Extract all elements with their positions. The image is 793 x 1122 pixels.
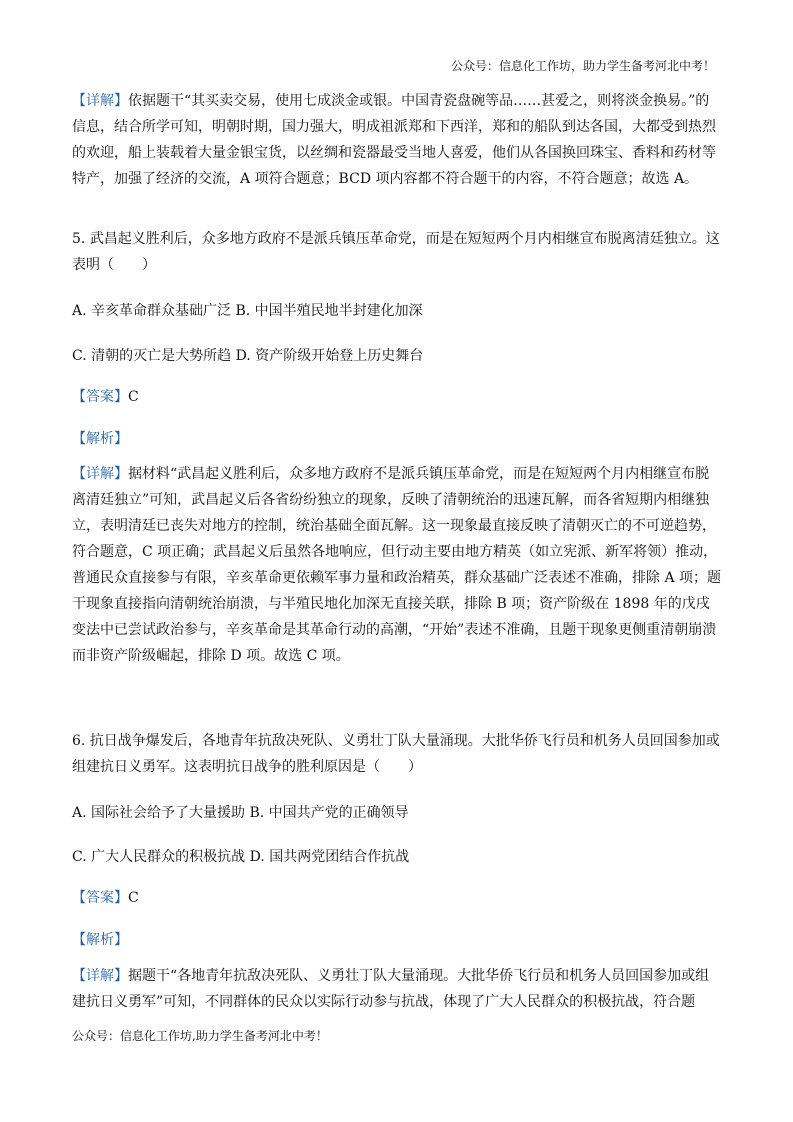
detail-text: 据材料“武昌起义胜利后，众多地方政府不是派兵镇压革命党，而是在短短两个月内相继宣布脱离清廷独立”可知，武昌起义后各省纷纷独立的现象，反映了清朝统治的迅速瓦解，而各省短期内相继独立，表明清廷已丧失对地方的控制，统治基础全面瓦解。这一现象最直接反映了清朝灭亡的不可逆趋势，符合题意，C 项正确；武昌起义后虽然各地响应，但行动主要由地方精英（如立宪派、新军将领）推动，普通民众直接参与有限，辛亥革命更依赖军事力量和政治精英，群众基础广泛表述不准确，排除 A 项；题干现象直接指向清朝统治崩溃，与半殖民地化加深无直接关联，排除 B 项；资产阶级在 1898 年的戊戌变法中已尝试政治参与，辛亥革命是其革命行动的高潮，“开始”表述不准确，且题干现象更侧重清朝崩溃而非资产阶级崛起，排除 D 项。故选 C 项。 xyxy=(72,466,722,664)
detail-tag: 【详解】 xyxy=(72,93,128,109)
q4-detail xyxy=(72,88,722,192)
q5-options-row2: C. 清朝的灭亡是大势所趋 D. 资产阶级开始登上历史舞台 xyxy=(72,348,424,364)
q6-options-row2: C. 广大人民群众的积极抗战 D. 国共两党团结合作抗战 xyxy=(72,849,410,865)
q6-options-row1: A. 国际社会给予了大量援助 B. 中国共产党的正确领导 xyxy=(72,805,409,821)
answer-tag: 【答案】 xyxy=(72,389,128,405)
q6-answer xyxy=(72,888,722,908)
answer-value: C xyxy=(128,389,139,405)
detail-text: 据题干“各地青年抗敌决死队、义勇壮丁队大量涌现。大批华侨飞行员和机务人员回国参加或组建抗日义勇军”可知，不同群体的民众以实际行动参与抗战，体现了广大人民群众的积极抗战，符合题 xyxy=(72,968,710,1010)
q5-stem: 5. 武昌起义胜利后，众多地方政府不是派兵镇压革命党，而是在短短两个月内相继宣布脱离清廷独立。这表明（ ） xyxy=(72,231,720,273)
detail-tag: 【详解】 xyxy=(72,466,128,482)
header-note: 公众号：信息化工作坊，助力学生备考河北中考！ xyxy=(450,59,715,73)
q5-detail xyxy=(72,461,722,669)
q6-stem: 6. 抗日战争爆发后，各地青年抗敌决死队、义勇壮丁队大量涌现。大批华侨飞行员和机务人员回国参加或组建抗日义勇军。这表明抗日战争的胜利原因是（ ） xyxy=(72,733,720,775)
analysis-tag: 【解析】 xyxy=(72,932,128,948)
answer-value: C xyxy=(128,890,139,906)
q6-detail xyxy=(72,963,722,1015)
analysis-tag: 【解析】 xyxy=(72,431,128,447)
detail-text: 依据题干“其买卖交易，使用七成淡金或银。中国青瓷盘碗等品……甚爱之，则将淡金换易。”的信息，结合所学可知，明朝时期，国力强大，明成祖派郑和下西洋，郑和的船队到达各国，大都受到热烈的欢迎，船上装载着大量金银宝货，以丝绸和瓷器最受当地人喜爱，他们从各国换回珠宝、香料和药材等特产，加强了经济的交流，A 项符合题意；BCD 项内容都不符合题干的内容，不符合题意；故选 A。 xyxy=(72,93,716,187)
q5-answer xyxy=(72,387,722,407)
detail-tag: 【详解】 xyxy=(72,968,128,984)
q5-options-row1: A. 辛亥革命群众基础广泛 B. 中国半殖民地半封建化加深 xyxy=(72,303,423,319)
q5-analysis-tag xyxy=(72,429,722,449)
footer-note: 公众号：信息化工作坊,助力学生备考河北中考！ xyxy=(72,1029,328,1043)
answer-tag: 【答案】 xyxy=(72,890,128,906)
q6-analysis-tag xyxy=(72,930,722,950)
